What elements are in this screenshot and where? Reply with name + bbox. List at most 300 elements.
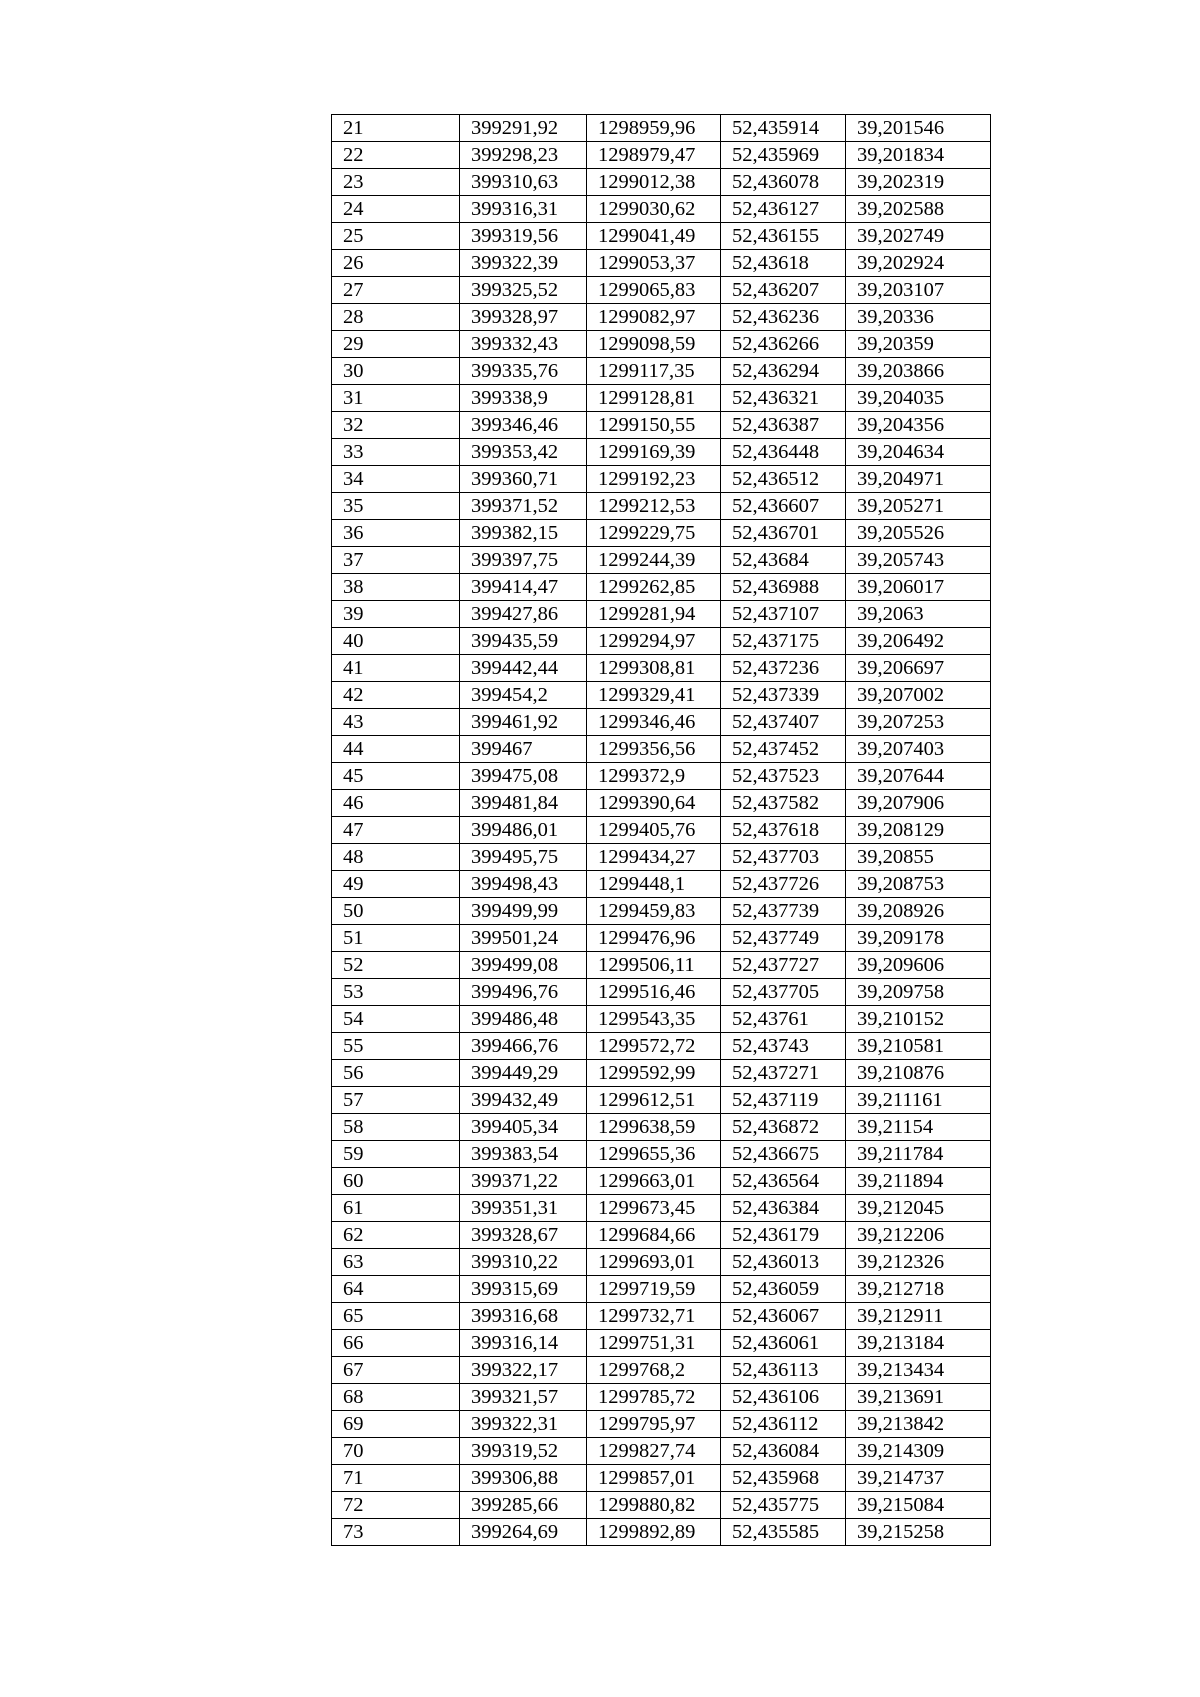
longitude-cell: 39,210581 xyxy=(846,1033,991,1060)
point-number-cell: 53 xyxy=(332,979,460,1006)
point-number-cell: 30 xyxy=(332,358,460,385)
latitude-cell: 52,437407 xyxy=(721,709,846,736)
x-coordinate-cell: 399321,57 xyxy=(460,1384,587,1411)
x-coordinate-cell: 399316,31 xyxy=(460,196,587,223)
y-coordinate-cell: 1299719,59 xyxy=(587,1276,721,1303)
point-number-cell: 41 xyxy=(332,655,460,682)
x-coordinate-cell: 399435,59 xyxy=(460,628,587,655)
point-number-cell: 72 xyxy=(332,1492,460,1519)
latitude-cell: 52,437749 xyxy=(721,925,846,952)
y-coordinate-cell: 1299405,76 xyxy=(587,817,721,844)
table-row xyxy=(332,682,991,709)
table-row xyxy=(332,925,991,952)
table-row xyxy=(332,493,991,520)
table-row xyxy=(332,601,991,628)
y-coordinate-cell: 1299128,81 xyxy=(587,385,721,412)
longitude-cell: 39,212718 xyxy=(846,1276,991,1303)
point-number-cell: 64 xyxy=(332,1276,460,1303)
longitude-cell: 39,202319 xyxy=(846,169,991,196)
y-coordinate-cell: 1299372,9 xyxy=(587,763,721,790)
longitude-cell: 39,206697 xyxy=(846,655,991,682)
longitude-cell: 39,211894 xyxy=(846,1168,991,1195)
longitude-cell: 39,209178 xyxy=(846,925,991,952)
y-coordinate-cell: 1299638,59 xyxy=(587,1114,721,1141)
longitude-cell: 39,208129 xyxy=(846,817,991,844)
point-number-cell: 43 xyxy=(332,709,460,736)
point-number-cell: 69 xyxy=(332,1411,460,1438)
latitude-cell: 52,437727 xyxy=(721,952,846,979)
coordinates-table xyxy=(331,114,991,1546)
table-row xyxy=(332,196,991,223)
x-coordinate-cell: 399405,34 xyxy=(460,1114,587,1141)
y-coordinate-cell: 1299516,46 xyxy=(587,979,721,1006)
table-row xyxy=(332,1087,991,1114)
point-number-cell: 68 xyxy=(332,1384,460,1411)
x-coordinate-cell: 399495,75 xyxy=(460,844,587,871)
latitude-cell: 52,437703 xyxy=(721,844,846,871)
latitude-cell: 52,436112 xyxy=(721,1411,846,1438)
point-number-cell: 57 xyxy=(332,1087,460,1114)
latitude-cell: 52,436013 xyxy=(721,1249,846,1276)
y-coordinate-cell: 1299612,51 xyxy=(587,1087,721,1114)
table-row xyxy=(332,979,991,1006)
point-number-cell: 51 xyxy=(332,925,460,952)
longitude-cell: 39,212911 xyxy=(846,1303,991,1330)
x-coordinate-cell: 399486,01 xyxy=(460,817,587,844)
longitude-cell: 39,207002 xyxy=(846,682,991,709)
latitude-cell: 52,437618 xyxy=(721,817,846,844)
table-row xyxy=(332,169,991,196)
x-coordinate-cell: 399319,52 xyxy=(460,1438,587,1465)
x-coordinate-cell: 399316,14 xyxy=(460,1330,587,1357)
x-coordinate-cell: 399475,08 xyxy=(460,763,587,790)
longitude-cell: 39,20359 xyxy=(846,331,991,358)
point-number-cell: 52 xyxy=(332,952,460,979)
longitude-cell: 39,202924 xyxy=(846,250,991,277)
longitude-cell: 39,210876 xyxy=(846,1060,991,1087)
latitude-cell: 52,436387 xyxy=(721,412,846,439)
y-coordinate-cell: 1299732,71 xyxy=(587,1303,721,1330)
table-row xyxy=(332,1249,991,1276)
point-number-cell: 58 xyxy=(332,1114,460,1141)
y-coordinate-cell: 1299065,83 xyxy=(587,277,721,304)
y-coordinate-cell: 1299356,56 xyxy=(587,736,721,763)
longitude-cell: 39,212206 xyxy=(846,1222,991,1249)
y-coordinate-cell: 1299117,35 xyxy=(587,358,721,385)
longitude-cell: 39,212045 xyxy=(846,1195,991,1222)
table-row xyxy=(332,817,991,844)
table-row xyxy=(332,115,991,142)
table-row xyxy=(332,790,991,817)
table-row xyxy=(332,952,991,979)
point-number-cell: 34 xyxy=(332,466,460,493)
table-row xyxy=(332,655,991,682)
table-row xyxy=(332,736,991,763)
latitude-cell: 52,435585 xyxy=(721,1519,846,1546)
latitude-cell: 52,437726 xyxy=(721,871,846,898)
latitude-cell: 52,437739 xyxy=(721,898,846,925)
latitude-cell: 52,435914 xyxy=(721,115,846,142)
point-number-cell: 32 xyxy=(332,412,460,439)
latitude-cell: 52,437236 xyxy=(721,655,846,682)
latitude-cell: 52,435969 xyxy=(721,142,846,169)
longitude-cell: 39,210152 xyxy=(846,1006,991,1033)
point-number-cell: 71 xyxy=(332,1465,460,1492)
x-coordinate-cell: 399315,69 xyxy=(460,1276,587,1303)
y-coordinate-cell: 1299169,39 xyxy=(587,439,721,466)
latitude-cell: 52,43618 xyxy=(721,250,846,277)
longitude-cell: 39,204634 xyxy=(846,439,991,466)
x-coordinate-cell: 399322,39 xyxy=(460,250,587,277)
table-row xyxy=(332,331,991,358)
y-coordinate-cell: 1299684,66 xyxy=(587,1222,721,1249)
y-coordinate-cell: 1299150,55 xyxy=(587,412,721,439)
latitude-cell: 52,437271 xyxy=(721,1060,846,1087)
point-number-cell: 36 xyxy=(332,520,460,547)
x-coordinate-cell: 399382,15 xyxy=(460,520,587,547)
x-coordinate-cell: 399466,76 xyxy=(460,1033,587,1060)
table-row xyxy=(332,547,991,574)
x-coordinate-cell: 399338,9 xyxy=(460,385,587,412)
x-coordinate-cell: 399310,22 xyxy=(460,1249,587,1276)
y-coordinate-cell: 1299880,82 xyxy=(587,1492,721,1519)
latitude-cell: 52,436179 xyxy=(721,1222,846,1249)
point-number-cell: 60 xyxy=(332,1168,460,1195)
point-number-cell: 23 xyxy=(332,169,460,196)
x-coordinate-cell: 399346,46 xyxy=(460,412,587,439)
longitude-cell: 39,207906 xyxy=(846,790,991,817)
x-coordinate-cell: 399316,68 xyxy=(460,1303,587,1330)
y-coordinate-cell: 1299663,01 xyxy=(587,1168,721,1195)
latitude-cell: 52,437705 xyxy=(721,979,846,1006)
table-row xyxy=(332,412,991,439)
longitude-cell: 39,211161 xyxy=(846,1087,991,1114)
longitude-cell: 39,208753 xyxy=(846,871,991,898)
longitude-cell: 39,20336 xyxy=(846,304,991,331)
y-coordinate-cell: 1299212,53 xyxy=(587,493,721,520)
latitude-cell: 52,436701 xyxy=(721,520,846,547)
table-row xyxy=(332,1465,991,1492)
point-number-cell: 49 xyxy=(332,871,460,898)
longitude-cell: 39,209758 xyxy=(846,979,991,1006)
x-coordinate-cell: 399371,52 xyxy=(460,493,587,520)
x-coordinate-cell: 399310,63 xyxy=(460,169,587,196)
x-coordinate-cell: 399414,47 xyxy=(460,574,587,601)
latitude-cell: 52,436607 xyxy=(721,493,846,520)
table-row xyxy=(332,304,991,331)
x-coordinate-cell: 399325,52 xyxy=(460,277,587,304)
table-row xyxy=(332,277,991,304)
table-row xyxy=(332,871,991,898)
table-row xyxy=(332,1357,991,1384)
table-row xyxy=(332,223,991,250)
table-row xyxy=(332,1303,991,1330)
latitude-cell: 52,437582 xyxy=(721,790,846,817)
longitude-cell: 39,215258 xyxy=(846,1519,991,1546)
point-number-cell: 27 xyxy=(332,277,460,304)
point-number-cell: 73 xyxy=(332,1519,460,1546)
latitude-cell: 52,436564 xyxy=(721,1168,846,1195)
y-coordinate-cell: 1299262,85 xyxy=(587,574,721,601)
x-coordinate-cell: 399432,49 xyxy=(460,1087,587,1114)
point-number-cell: 67 xyxy=(332,1357,460,1384)
longitude-cell: 39,207253 xyxy=(846,709,991,736)
point-number-cell: 24 xyxy=(332,196,460,223)
x-coordinate-cell: 399328,97 xyxy=(460,304,587,331)
latitude-cell: 52,43684 xyxy=(721,547,846,574)
table-row xyxy=(332,1492,991,1519)
table-row xyxy=(332,385,991,412)
latitude-cell: 52,436384 xyxy=(721,1195,846,1222)
point-number-cell: 21 xyxy=(332,115,460,142)
longitude-cell: 39,214309 xyxy=(846,1438,991,1465)
y-coordinate-cell: 1299459,83 xyxy=(587,898,721,925)
x-coordinate-cell: 399335,76 xyxy=(460,358,587,385)
y-coordinate-cell: 1299041,49 xyxy=(587,223,721,250)
x-coordinate-cell: 399306,88 xyxy=(460,1465,587,1492)
table-row xyxy=(332,1519,991,1546)
latitude-cell: 52,436872 xyxy=(721,1114,846,1141)
table-row xyxy=(332,628,991,655)
y-coordinate-cell: 1298959,96 xyxy=(587,115,721,142)
longitude-cell: 39,205743 xyxy=(846,547,991,574)
longitude-cell: 39,206017 xyxy=(846,574,991,601)
point-number-cell: 48 xyxy=(332,844,460,871)
point-number-cell: 38 xyxy=(332,574,460,601)
latitude-cell: 52,437107 xyxy=(721,601,846,628)
longitude-cell: 39,209606 xyxy=(846,952,991,979)
y-coordinate-cell: 1299294,97 xyxy=(587,628,721,655)
latitude-cell: 52,436059 xyxy=(721,1276,846,1303)
x-coordinate-cell: 399353,42 xyxy=(460,439,587,466)
latitude-cell: 52,437339 xyxy=(721,682,846,709)
table-row xyxy=(332,1060,991,1087)
latitude-cell: 52,436078 xyxy=(721,169,846,196)
x-coordinate-cell: 399454,2 xyxy=(460,682,587,709)
longitude-cell: 39,205271 xyxy=(846,493,991,520)
latitude-cell: 52,436294 xyxy=(721,358,846,385)
x-coordinate-cell: 399285,66 xyxy=(460,1492,587,1519)
y-coordinate-cell: 1299244,39 xyxy=(587,547,721,574)
table-row xyxy=(332,1330,991,1357)
x-coordinate-cell: 399442,44 xyxy=(460,655,587,682)
y-coordinate-cell: 1299448,1 xyxy=(587,871,721,898)
longitude-cell: 39,204971 xyxy=(846,466,991,493)
y-coordinate-cell: 1299693,01 xyxy=(587,1249,721,1276)
table-row xyxy=(332,898,991,925)
longitude-cell: 39,215084 xyxy=(846,1492,991,1519)
x-coordinate-cell: 399322,17 xyxy=(460,1357,587,1384)
longitude-cell: 39,203107 xyxy=(846,277,991,304)
longitude-cell: 39,202588 xyxy=(846,196,991,223)
longitude-cell: 39,201546 xyxy=(846,115,991,142)
point-number-cell: 40 xyxy=(332,628,460,655)
point-number-cell: 37 xyxy=(332,547,460,574)
latitude-cell: 52,436988 xyxy=(721,574,846,601)
x-coordinate-cell: 399332,43 xyxy=(460,331,587,358)
y-coordinate-cell: 1299192,23 xyxy=(587,466,721,493)
point-number-cell: 33 xyxy=(332,439,460,466)
latitude-cell: 52,436207 xyxy=(721,277,846,304)
point-number-cell: 54 xyxy=(332,1006,460,1033)
point-number-cell: 22 xyxy=(332,142,460,169)
y-coordinate-cell: 1299506,11 xyxy=(587,952,721,979)
y-coordinate-cell: 1299390,64 xyxy=(587,790,721,817)
x-coordinate-cell: 399298,23 xyxy=(460,142,587,169)
latitude-cell: 52,436113 xyxy=(721,1357,846,1384)
table-row xyxy=(332,142,991,169)
longitude-cell: 39,214737 xyxy=(846,1465,991,1492)
latitude-cell: 52,437452 xyxy=(721,736,846,763)
y-coordinate-cell: 1299012,38 xyxy=(587,169,721,196)
latitude-cell: 52,436155 xyxy=(721,223,846,250)
y-coordinate-cell: 1299655,36 xyxy=(587,1141,721,1168)
y-coordinate-cell: 1299082,97 xyxy=(587,304,721,331)
longitude-cell: 39,211784 xyxy=(846,1141,991,1168)
longitude-cell: 39,213434 xyxy=(846,1357,991,1384)
x-coordinate-cell: 399499,08 xyxy=(460,952,587,979)
table-row xyxy=(332,1168,991,1195)
point-number-cell: 56 xyxy=(332,1060,460,1087)
x-coordinate-cell: 399328,67 xyxy=(460,1222,587,1249)
latitude-cell: 52,436266 xyxy=(721,331,846,358)
x-coordinate-cell: 399449,29 xyxy=(460,1060,587,1087)
table-row xyxy=(332,1141,991,1168)
table-row xyxy=(332,1114,991,1141)
y-coordinate-cell: 1298979,47 xyxy=(587,142,721,169)
longitude-cell: 39,2063 xyxy=(846,601,991,628)
point-number-cell: 29 xyxy=(332,331,460,358)
longitude-cell: 39,206492 xyxy=(846,628,991,655)
x-coordinate-cell: 399498,43 xyxy=(460,871,587,898)
longitude-cell: 39,213691 xyxy=(846,1384,991,1411)
y-coordinate-cell: 1299592,99 xyxy=(587,1060,721,1087)
latitude-cell: 52,436675 xyxy=(721,1141,846,1168)
table-row xyxy=(332,1276,991,1303)
y-coordinate-cell: 1299751,31 xyxy=(587,1330,721,1357)
y-coordinate-cell: 1299434,27 xyxy=(587,844,721,871)
table-row xyxy=(332,358,991,385)
latitude-cell: 52,43761 xyxy=(721,1006,846,1033)
longitude-cell: 39,207644 xyxy=(846,763,991,790)
point-number-cell: 55 xyxy=(332,1033,460,1060)
y-coordinate-cell: 1299857,01 xyxy=(587,1465,721,1492)
y-coordinate-cell: 1299308,81 xyxy=(587,655,721,682)
latitude-cell: 52,43743 xyxy=(721,1033,846,1060)
longitude-cell: 39,20855 xyxy=(846,844,991,871)
longitude-cell: 39,202749 xyxy=(846,223,991,250)
point-number-cell: 45 xyxy=(332,763,460,790)
latitude-cell: 52,436061 xyxy=(721,1330,846,1357)
x-coordinate-cell: 399264,69 xyxy=(460,1519,587,1546)
y-coordinate-cell: 1299329,41 xyxy=(587,682,721,709)
latitude-cell: 52,436106 xyxy=(721,1384,846,1411)
table-row xyxy=(332,1438,991,1465)
x-coordinate-cell: 399496,76 xyxy=(460,979,587,1006)
x-coordinate-cell: 399291,92 xyxy=(460,115,587,142)
x-coordinate-cell: 399499,99 xyxy=(460,898,587,925)
y-coordinate-cell: 1299827,74 xyxy=(587,1438,721,1465)
y-coordinate-cell: 1299030,62 xyxy=(587,196,721,223)
longitude-cell: 39,204356 xyxy=(846,412,991,439)
y-coordinate-cell: 1299098,59 xyxy=(587,331,721,358)
x-coordinate-cell: 399322,31 xyxy=(460,1411,587,1438)
x-coordinate-cell: 399461,92 xyxy=(460,709,587,736)
latitude-cell: 52,435775 xyxy=(721,1492,846,1519)
x-coordinate-cell: 399319,56 xyxy=(460,223,587,250)
latitude-cell: 52,436321 xyxy=(721,385,846,412)
table-row xyxy=(332,1195,991,1222)
table-row xyxy=(332,1006,991,1033)
y-coordinate-cell: 1299281,94 xyxy=(587,601,721,628)
latitude-cell: 52,437175 xyxy=(721,628,846,655)
table-row xyxy=(332,844,991,871)
x-coordinate-cell: 399481,84 xyxy=(460,790,587,817)
point-number-cell: 65 xyxy=(332,1303,460,1330)
point-number-cell: 26 xyxy=(332,250,460,277)
latitude-cell: 52,437119 xyxy=(721,1087,846,1114)
table-row xyxy=(332,1033,991,1060)
latitude-cell: 52,436236 xyxy=(721,304,846,331)
coordinates-table-body xyxy=(332,115,991,1546)
point-number-cell: 66 xyxy=(332,1330,460,1357)
point-number-cell: 62 xyxy=(332,1222,460,1249)
point-number-cell: 61 xyxy=(332,1195,460,1222)
latitude-cell: 52,436448 xyxy=(721,439,846,466)
point-number-cell: 39 xyxy=(332,601,460,628)
point-number-cell: 25 xyxy=(332,223,460,250)
point-number-cell: 63 xyxy=(332,1249,460,1276)
x-coordinate-cell: 399360,71 xyxy=(460,466,587,493)
x-coordinate-cell: 399383,54 xyxy=(460,1141,587,1168)
table-row xyxy=(332,709,991,736)
latitude-cell: 52,436084 xyxy=(721,1438,846,1465)
point-number-cell: 46 xyxy=(332,790,460,817)
longitude-cell: 39,201834 xyxy=(846,142,991,169)
y-coordinate-cell: 1299768,2 xyxy=(587,1357,721,1384)
table-row xyxy=(332,466,991,493)
longitude-cell: 39,204035 xyxy=(846,385,991,412)
y-coordinate-cell: 1299543,35 xyxy=(587,1006,721,1033)
y-coordinate-cell: 1299053,37 xyxy=(587,250,721,277)
latitude-cell: 52,436512 xyxy=(721,466,846,493)
longitude-cell: 39,212326 xyxy=(846,1249,991,1276)
x-coordinate-cell: 399486,48 xyxy=(460,1006,587,1033)
latitude-cell: 52,436127 xyxy=(721,196,846,223)
longitude-cell: 39,213842 xyxy=(846,1411,991,1438)
point-number-cell: 59 xyxy=(332,1141,460,1168)
table-row xyxy=(332,1411,991,1438)
y-coordinate-cell: 1299795,97 xyxy=(587,1411,721,1438)
latitude-cell: 52,437523 xyxy=(721,763,846,790)
point-number-cell: 31 xyxy=(332,385,460,412)
x-coordinate-cell: 399467 xyxy=(460,736,587,763)
table-row xyxy=(332,250,991,277)
y-coordinate-cell: 1299572,72 xyxy=(587,1033,721,1060)
table-row xyxy=(332,574,991,601)
point-number-cell: 42 xyxy=(332,682,460,709)
x-coordinate-cell: 399371,22 xyxy=(460,1168,587,1195)
longitude-cell: 39,207403 xyxy=(846,736,991,763)
x-coordinate-cell: 399351,31 xyxy=(460,1195,587,1222)
point-number-cell: 47 xyxy=(332,817,460,844)
x-coordinate-cell: 399427,86 xyxy=(460,601,587,628)
table-row xyxy=(332,1384,991,1411)
table-row xyxy=(332,1222,991,1249)
point-number-cell: 70 xyxy=(332,1438,460,1465)
longitude-cell: 39,21154 xyxy=(846,1114,991,1141)
latitude-cell: 52,436067 xyxy=(721,1303,846,1330)
